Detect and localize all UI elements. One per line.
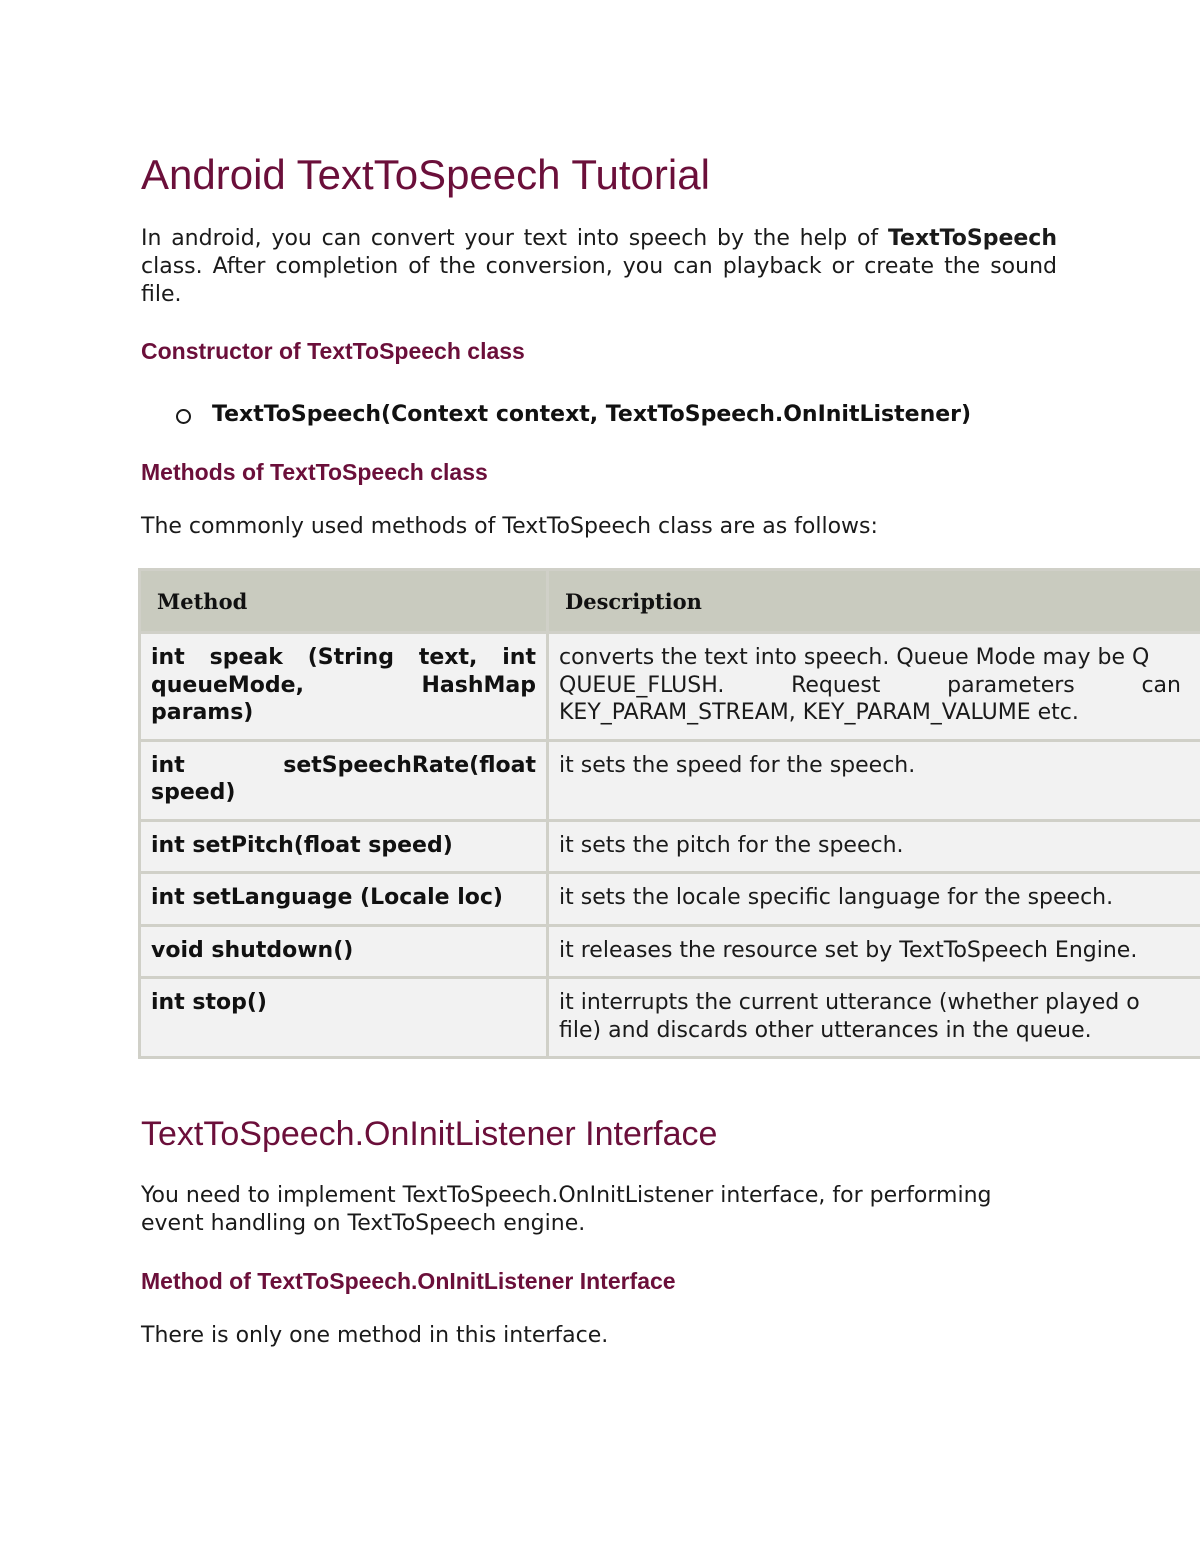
interface-intro: You need to implement TextToSpeech.OnInitListener interface, for performing event handling on TextToSpeech engine.: [141, 1183, 992, 1236]
methods-intro: The commonly used methods of TextToSpeech class are as follows:: [141, 514, 878, 539]
methods-heading: Methods of TextToSpeech class: [141, 459, 488, 485]
method-signature-cell: int stop(): [140, 978, 548, 1058]
description-line: it interrupts the current utterance (whether played o: [559, 990, 1140, 1015]
methods-table: [138, 568, 1200, 1059]
description-line: converts the text into speech. Queue Mode may be Q: [559, 645, 1150, 670]
method-signature-cell: int setLanguage (Locale loc): [140, 873, 548, 926]
constructor-heading: Constructor of TextToSpeech class: [141, 338, 525, 364]
interface-method-intro: There is only one method in this interface.: [141, 1323, 609, 1348]
description-word: QUEUE_FLUSH.: [559, 672, 725, 698]
intro-paragraph: [141, 225, 1057, 309]
description-line: it releases the resource set by TextToSpeech Engine.: [559, 937, 1138, 963]
table-row: [140, 633, 1200, 741]
table-body: [140, 633, 1200, 1058]
method-description-cell: [548, 633, 1200, 741]
table-row: [140, 873, 1200, 926]
description-word: can: [1141, 672, 1181, 698]
description-word: Request: [791, 672, 881, 698]
table-row: [140, 978, 1200, 1058]
hollow-circle-bullet-icon: [176, 409, 191, 424]
method-signature-cell: int setPitch(float speed): [140, 820, 548, 873]
constructor-list-item: [176, 398, 971, 430]
intro-class-name: TextToSpeech: [887, 226, 1057, 251]
intro-text: In android, you can convert your text into speech by the help of: [141, 226, 879, 251]
table-header-row: [140, 570, 1200, 633]
description-word: parameters: [947, 672, 1075, 698]
method-signature-cell: int speak (String text, int queueMode, HashMap params): [140, 633, 548, 741]
interface-heading: TextToSpeech.OnInitListener Interface: [141, 1115, 718, 1153]
description-line: KEY_PARAM_STREAM, KEY_PARAM_VALUME etc.: [559, 700, 1079, 725]
table-row: [140, 925, 1200, 978]
method-description-cell: [548, 925, 1200, 978]
description-line: [559, 672, 1181, 700]
description-line: it sets the speed for the speech.: [559, 752, 916, 778]
method-description-cell: [548, 873, 1200, 926]
interface-method-heading: Method of TextToSpeech.OnInitListener Interface: [141, 1268, 676, 1294]
table-row: [140, 740, 1200, 820]
method-signature-cell: int setSpeechRate(float speed): [140, 740, 548, 820]
constructor-signature: TextToSpeech(Context context, TextToSpeech.OnInitListener): [212, 401, 972, 427]
description-line: it sets the locale specific language for the speech.: [559, 885, 1114, 910]
description-line: file) and discards other utterances in the queue.: [559, 1017, 1092, 1043]
method-description-cell: [548, 820, 1200, 873]
intro-text-end: class. After completion of the conversion, you can playback or create the sound file.: [141, 254, 1057, 307]
column-header-method: Method: [140, 570, 548, 633]
method-description-cell: [548, 978, 1200, 1058]
table-row: [140, 820, 1200, 873]
method-description-cell: [548, 740, 1200, 820]
column-header-description: Description: [548, 570, 1200, 633]
description-line: it sets the pitch for the speech.: [559, 832, 904, 858]
method-signature-cell: void shutdown(): [140, 925, 548, 978]
page-title: Android TextToSpeech Tutorial: [141, 151, 710, 198]
